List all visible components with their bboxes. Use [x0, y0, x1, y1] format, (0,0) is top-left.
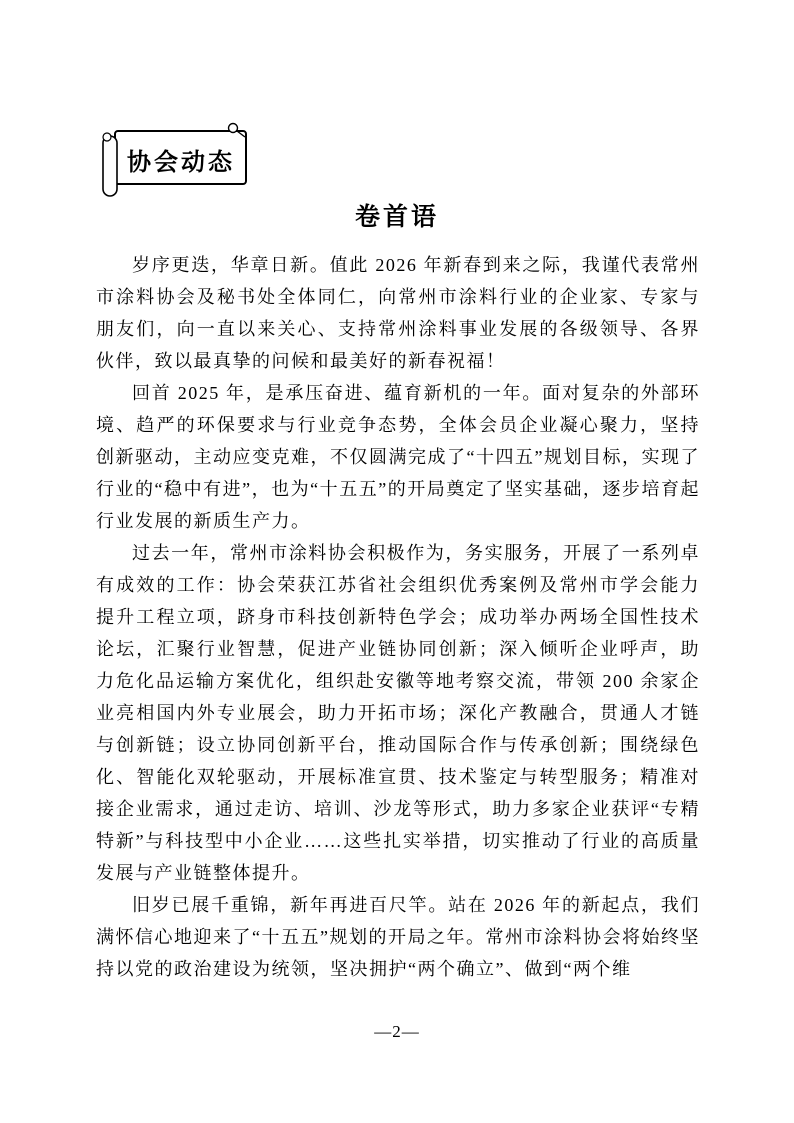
section-banner-label: 协会动态 [127, 149, 235, 176]
page-number: —2— [374, 1022, 420, 1041]
paragraph-2: 回首 2025 年，是承压奋进、蕴育新机的一年。面对复杂的外部环境、趋严的环保要求与行业竞争态势，全体会员企业凝心聚力，坚持创新驱动，主动应变克难，不仅圆满完成了“十四五”规划目标，实现了行业的“稳中有进”，也为“十五五”的开局奠定了坚实基础，逐步培育起行业发展的新质生产力。 [96, 383, 700, 531]
section-banner [96, 118, 258, 204]
page-title: 卷首语 [354, 204, 439, 231]
paragraph-1: 岁序更迭，华章日新。值此 2026 年新春到来之际，我谨代表常州市涂料协会及秘书处全体同仁，向常州市涂料行业的企业家、专家与朋友们，向一直以来关心、支持常州涂料事业发展的各级领导、各界伙伴，致以最真挚的问候和最美好的新春祝福！ [96, 255, 700, 371]
paragraph-4: 旧岁已展千重锦，新年再进百尺竿。站在 2026 年的新起点，我们满怀信心地迎来了“十五五”规划的开局之年。常州市涂料协会将始终坚持以党的政治建设为统领，坚决拥护“两个确立”、做到“两个维 [96, 895, 700, 979]
paragraph-3: 过去一年，常州市涂料协会积极作为，务实服务，开展了一系列卓有成效的工作：协会荣获江苏省社会组织优秀案例及常州市学会能力提升工程立项，跻身市科技创新特色学会；成功举办两场全国性技术论坛，汇聚行业智慧，促进产业链协同创新；深入倾听企业呼声，助力危化品运输方案优化，组织赴安徽等地考察交流，带领 200 余家企业亮相国内外专业展会，助力开拓市场；深化产教融合，贯通人才链与创新链；设立协同创新平台，推动国际合作与传承创新；围绕绿色化、智能化双轮驱动，开展标准宣贯、技术鉴定与转型服务；精准对接企业需求，通过走访、培训、沙龙等形式，助力多家企业获评“专精特新”与科技型中小企业……这些扎实举措，切实推动了行业的高质量发展与产业链整体提升。 [96, 543, 700, 883]
body-text [96, 249, 700, 985]
